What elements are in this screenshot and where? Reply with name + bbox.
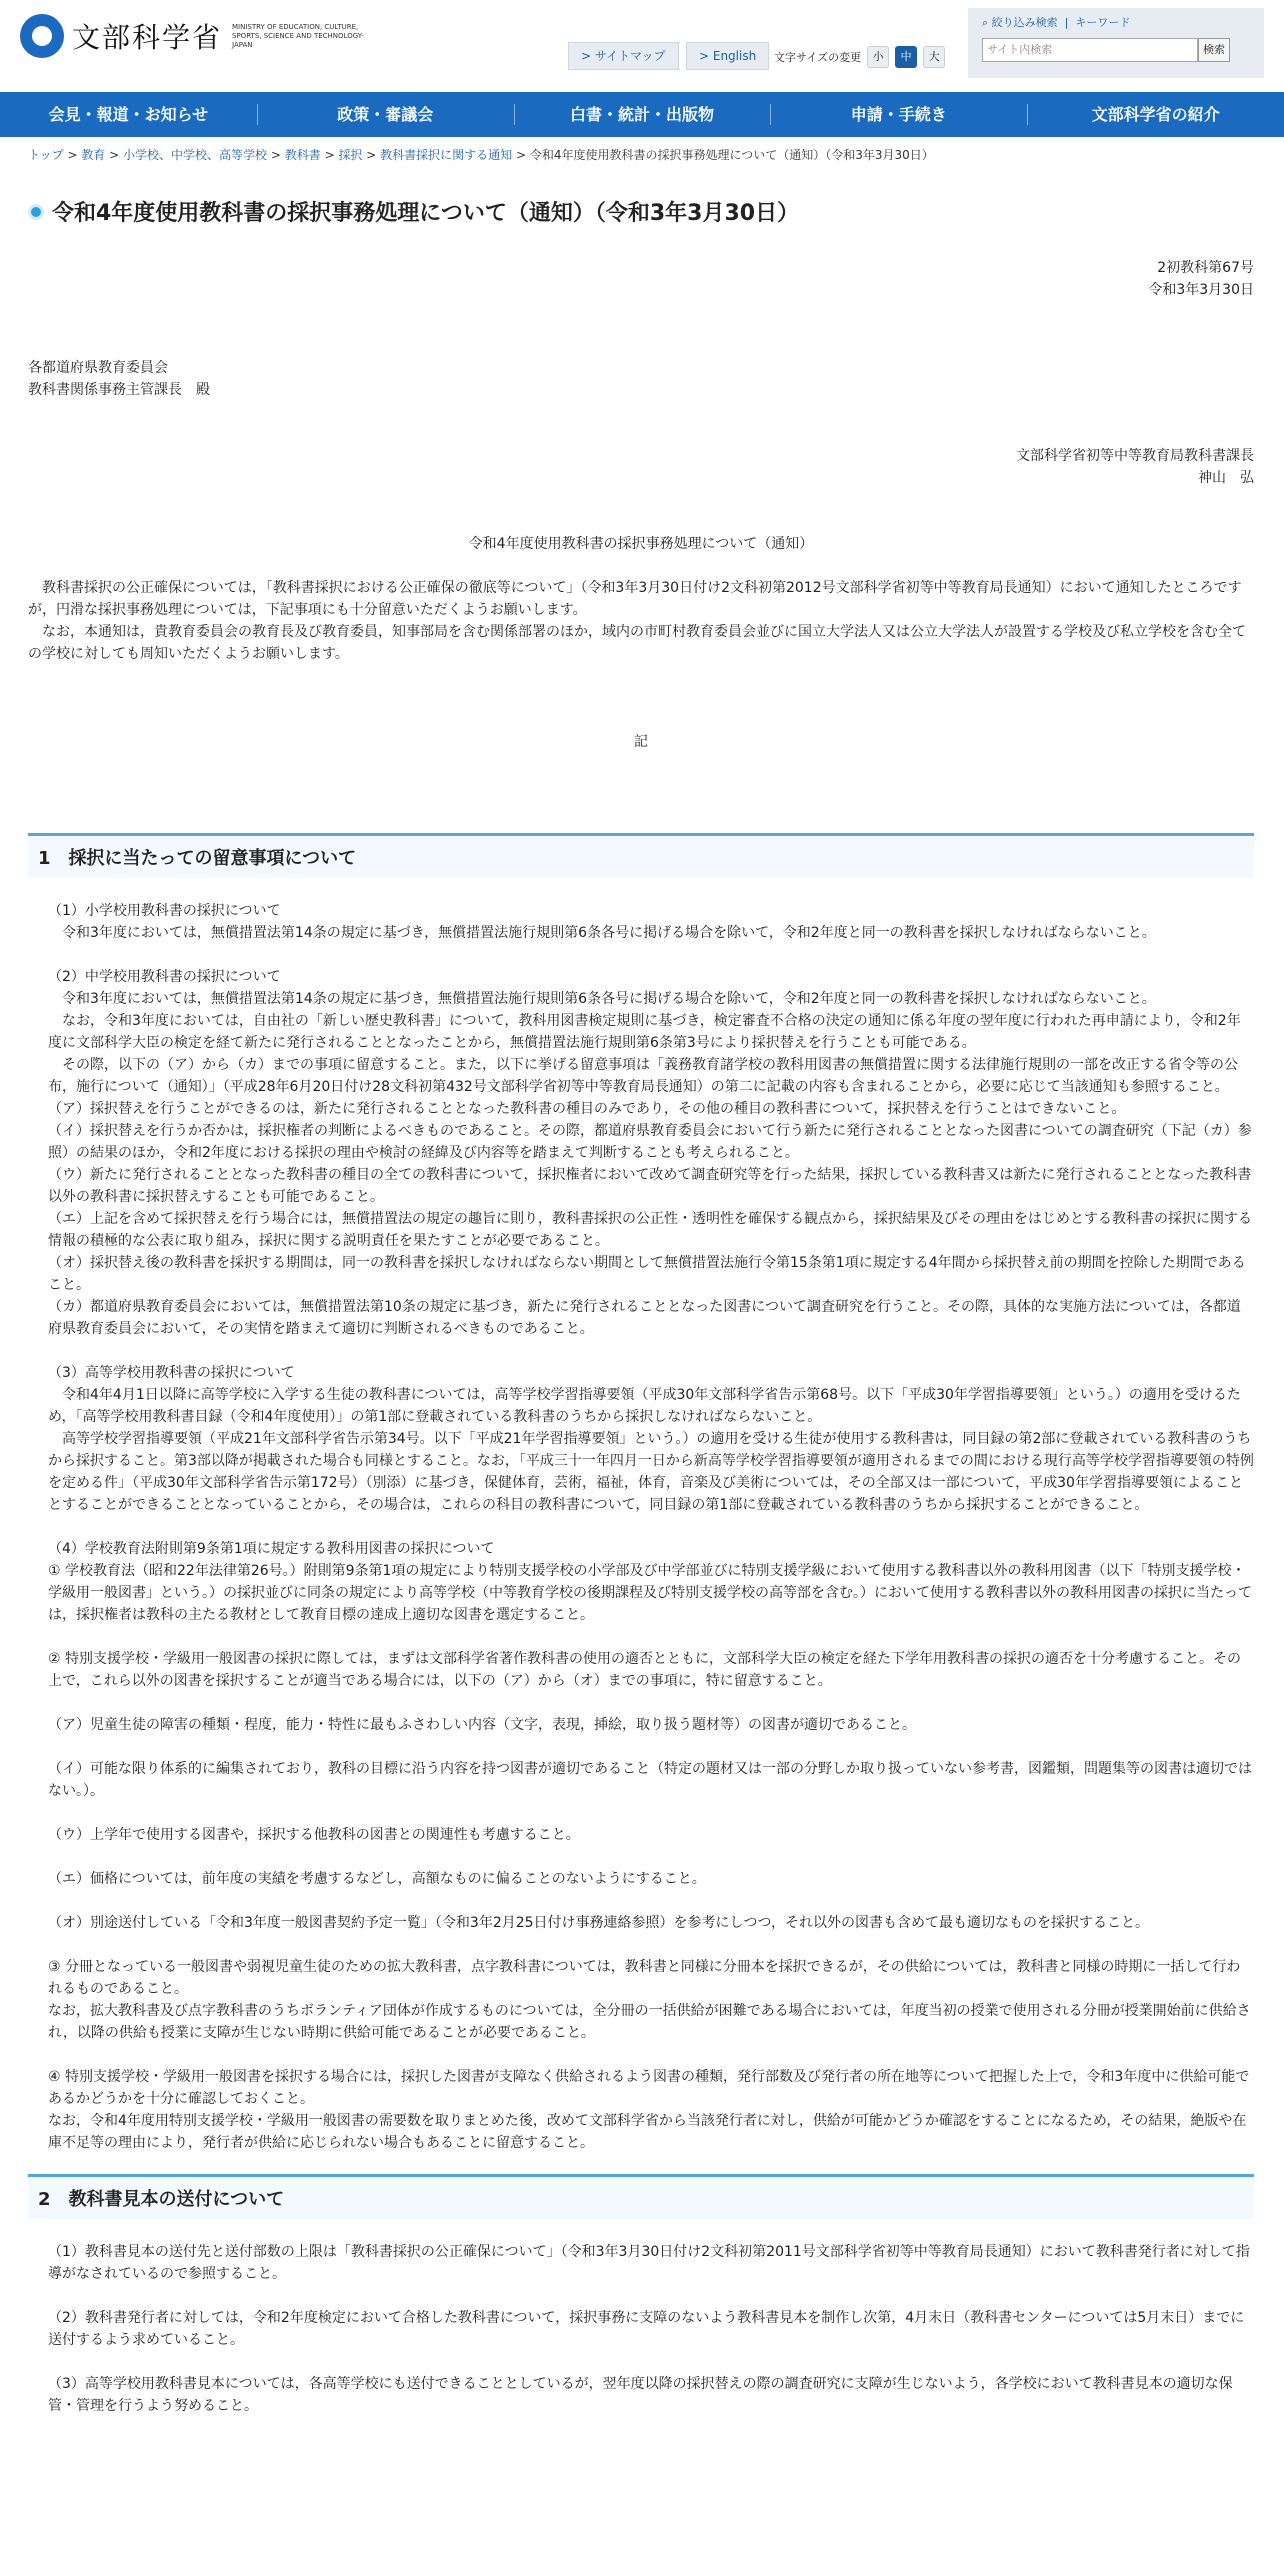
doc-number: 2初教科第67号 (1157, 260, 1254, 276)
logo[interactable] (20, 14, 372, 58)
paragraph: ① 学校教育法（昭和22年法律第26号。）附則第9条第1項の規定により特別支援学校の小学部及び中学部並びに特別支援学級において使用する教科書以外の教科用図書（以下「特別支援学校・学級用一般図書」という。）の採択並びに同条の規定により高等学校（中等教育学校の後期課程及び特別支援学校の高等部を含む。）において使用する教科書以外の教科用図書の採択に当たっては，採択権者は教科の主たる教材として教育目標の達成上適切な図書を選定すること。 (48, 1563, 1252, 1623)
filter-search-link[interactable]: 絞り込み検索 (991, 16, 1058, 29)
paragraph: （ア）児童生徒の障害の種類・程度，能力・特性に最もふさわしい内容（文字，表現，挿絵，取り扱う題材等）の図書が適切であること。 (48, 1717, 916, 1733)
paragraph: なお，本通知は，貴教育委員会の教育長及び教育委員，知事部局を含む関係部署のほか，域内の市町村教育委員会並びに国立大学法人又は公立大学法人が設置する学校及び私立学校を含む全ての学校に対しても周知いただくようお願いします。 (28, 624, 1246, 662)
paragraph: ③ 分冊となっている一般図書や弱視児童生徒のための拡大教科書，点字教科書については，教科書と同様に分冊本を採択できるが，その供給については，教科書と同様の時期に一括して行われるものであること。 (48, 1959, 1241, 1997)
logo-text: 文部科学省 (72, 21, 223, 54)
ki-marker: 記 (634, 734, 648, 750)
paragraph: （オ）採択替え後の教科書を採択する期間は，同一の教科書を採択しなければならない期間として無償措置法施行令第15条第1項に規定する4年間から採択替え前の期間を控除した期間であること。 (48, 1255, 1246, 1293)
addressee: 教科書関係事務主管課長 殿 (28, 382, 210, 398)
sitemap-link[interactable]: > サイトマップ (568, 42, 679, 70)
paragraph: （2）教科書発行者に対しては，令和2年度検定において合格した教科書について，採択事務に支障のないよう教科書見本を制作し次第，4月末日（教科書センターについては5月末日）までに送付するよう求めていること。 (48, 2310, 1245, 2348)
breadcrumb-link[interactable]: 小学校、中学校、高等学校 (123, 148, 268, 162)
nav-item-about[interactable]: 文部科学省の紹介 (1027, 92, 1284, 137)
font-size-mid-button[interactable]: 中 (895, 46, 917, 68)
paragraph: （ウ）新たに発行されることとなった教科書の種目の全ての教科書について，採択権者において改めて調査研究等を行った結果，採択している教科書又は新たに発行されることとなった教科書以外の教科書に採択替えすることも可能であること。 (48, 1167, 1252, 1205)
paragraph: 令和4年4月1日以降に高等学校に入学する生徒の教科書については，高等学校学習指導要領（平成30年文部科学省告示第68号。以下「平成30年学習指導要領」という。）の適用を受けるため，「高等学校用教科書目録（令和4年度使用）」の第1部に登載されている教科書のうちから採択しなければならないこと。 (48, 1387, 1241, 1425)
paragraph: 令和3年度においては，無償措置法第14条の規定に基づき，無償措置法施行規則第6条各号に掲げる場合を除いて，令和2年度と同一の教科書を採択しなければならないこと。 (48, 991, 1156, 1007)
paragraph: （ウ）上学年で使用する図書や，採択する他教科の図書との関連性も考慮すること。 (48, 1827, 580, 1843)
paragraph: 令和3年度においては，無償措置法第14条の規定に基づき，無償措置法施行規則第6条各号に掲げる場合を除いて，令和2年度と同一の教科書を採択しなければならないこと。 (48, 925, 1156, 941)
paragraph: なお，令和3年度においては，自由社の「新しい歴史教科書」について，教科用図書検定規則に基づき，検定審査不合格の決定の通知に係る年度の翌年度に行われた再申請により，令和2年度に文部科学大臣の検定を経て新たに発行されることとなったことから，無償措置法施行規則第6条第3号により採択替えを行うことも可能である。 (48, 1013, 1241, 1051)
breadcrumb: トップ > 教育 > 小学校、中学校、高等学校 > 教科書 > 採択 > 教科書採択に関する通知 > 令和4年度使用教科書の採択事務処理について（通知）（令和3年3月30日） (28, 148, 934, 162)
logo-mark-icon (20, 14, 64, 58)
sender: 神山 弘 (1198, 470, 1254, 486)
subheading: （2）中学校用教科書の採択について (48, 969, 281, 985)
page-title (28, 196, 1254, 227)
sender: 文部科学省初等中等教育局教科書課長 (1016, 448, 1254, 464)
breadcrumb-link[interactable]: 教科書 (284, 148, 321, 162)
global-nav (0, 92, 1284, 137)
subheading: （3）高等学校用教科書の採択について (48, 1365, 295, 1381)
subheading: （1）小学校用教科書の採択について (48, 903, 281, 919)
paragraph: （1）教科書見本の送付先と送付部数の上限は「教科書採択の公正確保について」（令和3年3月30日付け2文科初第2011号文部科学省初等中等教育局長通知）において教科書発行者に対して指導がなされているので参照すること。 (48, 2244, 1250, 2282)
subject: 令和4年度使用教科書の採択事務処理について（通知） (468, 536, 814, 552)
breadcrumb-link[interactable]: 教育 (81, 148, 106, 162)
paragraph: なお，拡大教科書及び点字教科書のうちボランティア団体が作成するものについては，全分冊の一括供給が困難である場合においては，年度当初の授業で使用される分冊が授業開始前に供給され，以降の供給も授業に支障が生じない時期に供給可能であることが必要であること。 (48, 2003, 1251, 2041)
breadcrumb-link[interactable]: トップ (28, 148, 64, 162)
title-bullet-icon (28, 204, 44, 220)
nav-item-publications[interactable]: 白書・統計・出版物 (514, 92, 771, 137)
paragraph: 教科書採択の公正確保については，「教科書採択における公正確保の徹底等について」（令和3年3月30日付け2文科初第2012号文部科学省初等中等教育局長通知）において通知したところですが，円滑な採択事務処理については，下記事項にも十分留意いただくようお願いします。 (28, 580, 1242, 618)
font-size-large-button[interactable]: 大 (923, 46, 945, 68)
section-heading: 2 教科書見本の送付について (28, 2174, 1254, 2219)
font-size-label: 文字サイズの変更 (774, 51, 862, 64)
paragraph: （エ）価格については，前年度の実績を考慮するなどし，高額なものに偏ることのないようにすること。 (48, 1871, 706, 1887)
site-header (0, 0, 1284, 90)
font-size-control (774, 46, 945, 68)
paragraph: （エ）上記を含めて採択替えを行う場合には，無償措置法の規定の趣旨に則り，教科書採択の公正性・透明性を確保する観点から，採択結果及びその理由をはじめとする教科書の採択に関する情報の積極的な公表に取り組み，採択に関する説明責任を果たすことが必要であること。 (48, 1211, 1252, 1249)
english-link[interactable]: > English (686, 42, 769, 70)
breadcrumb-link[interactable]: 採択 (338, 148, 363, 162)
subheading: （4）学校教育法附則第9条第1項に規定する教科用図書の採択について (48, 1541, 495, 1557)
logo-en: MINISTRY OF EDUCATION, CULTURE, SPORTS, SCIENCE AND TECHNOLOGY-JAPAN (232, 22, 364, 49)
addressee: 各都道府県教育委員会 (28, 360, 168, 376)
keyword-link[interactable]: キーワード (1075, 16, 1131, 29)
search-filter-icon: ⌕ (982, 16, 989, 29)
breadcrumb-link[interactable]: 教科書採択に関する通知 (380, 148, 513, 162)
section-heading: 1 採択に当たっての留意事項について (28, 833, 1254, 878)
search-box: ⌕ 絞り込み検索 | キーワード サイト内検索 検索 (968, 8, 1264, 78)
paragraph: （カ）都道府県教育委員会においては，無償措置法第10条の規定に基づき，新たに発行されることとなった図書について調査研究を行うこと。その際，具体的な実施方法については，各都道府県教育委員会において，その実情を踏まえて適切に判断されるべきものであること。 (48, 1299, 1241, 1337)
doc-date: 令和3年3月30日 (1148, 282, 1254, 298)
search-button[interactable]: 検索 (1198, 38, 1230, 62)
paragraph: （イ）採択替えを行うか否かは，採択権者の判断によるべきものであること。その際，都道府県教育委員会において行う新たに発行されることとなった図書についての調査研究（下記（カ）参照）の結果のほか，令和2年度における採択の理由や検討の経緯及び内容等を踏まえて判断することも考えられること。 (48, 1123, 1252, 1161)
paragraph: （イ）可能な限り体系的に編集されており，教科の目標に沿う内容を持つ図書が適切であること（特定の題材又は一部の分野しか取り扱っていない参考書，図鑑類，問題集等の図書は適切ではない。）。 (48, 1761, 1252, 1799)
document-body (28, 196, 1254, 2417)
page-title-text: 令和4年度使用教科書の採択事務処理について（通知）（令和3年3月30日） (52, 201, 800, 226)
paragraph: （オ）別途送付している「令和3年度一般図書契約予定一覧」（令和3年2月25日付け事務連絡参照）を参考にしつつ，それ以外の図書も含めて最も適切なものを採択すること。 (48, 1915, 1149, 1931)
nav-item-policy[interactable]: 政策・審議会 (257, 92, 514, 137)
paragraph: なお，令和4年度用特別支援学校・学級用一般図書の需要数を取りまとめた後，改めて文部科学省から当該発行者に対し，供給が可能かどうか確認をすることになるため，その結果，絶版や在庫不足等の理由により，発行者が供給に応じられない場合もあることに留意すること。 (48, 2113, 1247, 2151)
paragraph: その際，以下の（ア）から（カ）までの事項に留意すること。また，以下に挙げる留意事項は「義務教育諸学校の教科用図書の無償措置に関する法律施行規則の一部を改正する省令等の公布，施行について（通知）」（平成28年6月20日付け28文科初第432号文部科学省初等中等教育局長通知）の第二に記載の内容も含まれることから，必要に応じて当該通知も参照すること。 (48, 1057, 1238, 1095)
paragraph: 高等学校学習指導要領（平成21年文部科学省告示第34号。以下「平成21年学習指導要領」という。）の適用を受ける生徒が使用する教科書は，同目録の第2部に登載されている教科書のうちから採択すること。第3部以降が掲載された場合も同様とすること。なお，「平成三十一年四月一日から新高等学校学習指導要領が適用されるまでの間における現行高等学校学習指導要領の特例を定める件」（平成30年文部科学省告示第172号）（別添）に基づき，保健体育，芸術，福祉，体育，音楽及び美術については，その全部又は一部について，平成30年学習指導要領によることとすることができることとなっていることから，その場合は，これらの科目の教科書について，同目録の第1部に登載されている教科書のうちから採択することができること。 (48, 1431, 1254, 1513)
nav-item-press[interactable]: 会見・報道・お知らせ (48, 105, 209, 124)
breadcrumb-current: 令和4年度使用教科書の採択事務処理について（通知）（令和3年3月30日） (529, 148, 934, 162)
paragraph: ② 特別支援学校・学級用一般図書の採択に際しては，まずは文部科学省著作教科書の使用の適否とともに，文部科学大臣の検定を経た下学年用教科書の採択の適否を十分考慮すること。その上で，これら以外の図書を採択することが適当である場合には，以下の（ア）から（オ）までの事項に，特に留意すること。 (48, 1651, 1241, 1689)
search-input[interactable]: サイト内検索 (982, 38, 1198, 62)
paragraph: （3）高等学校用教科書見本については，各高等学校にも送付できることとしているが，翌年度以降の採択替えの際の調査研究に支障が生じないよう，各学校において教科書見本の適切な保管・管理を行うよう努めること。 (48, 2376, 1233, 2414)
paragraph: ④ 特別支援学校・学級用一般図書を採択する場合には，採択した図書が支障なく供給されるよう図書の種類，発行部数及び発行者の所在地等について把握した上で，令和3年度中に供給可能であるかどうかを十分に確認しておくこと。 (48, 2069, 1250, 2107)
paragraph: （ア）採択替えを行うことができるのは，新たに発行されることとなった教科書の種目のみであり，その他の種目の教科書について，採択替えを行うことはできないこと。 (48, 1101, 1126, 1117)
nav-item-applications[interactable]: 申請・手続き (770, 92, 1027, 137)
font-size-small-button[interactable]: 小 (867, 46, 889, 68)
